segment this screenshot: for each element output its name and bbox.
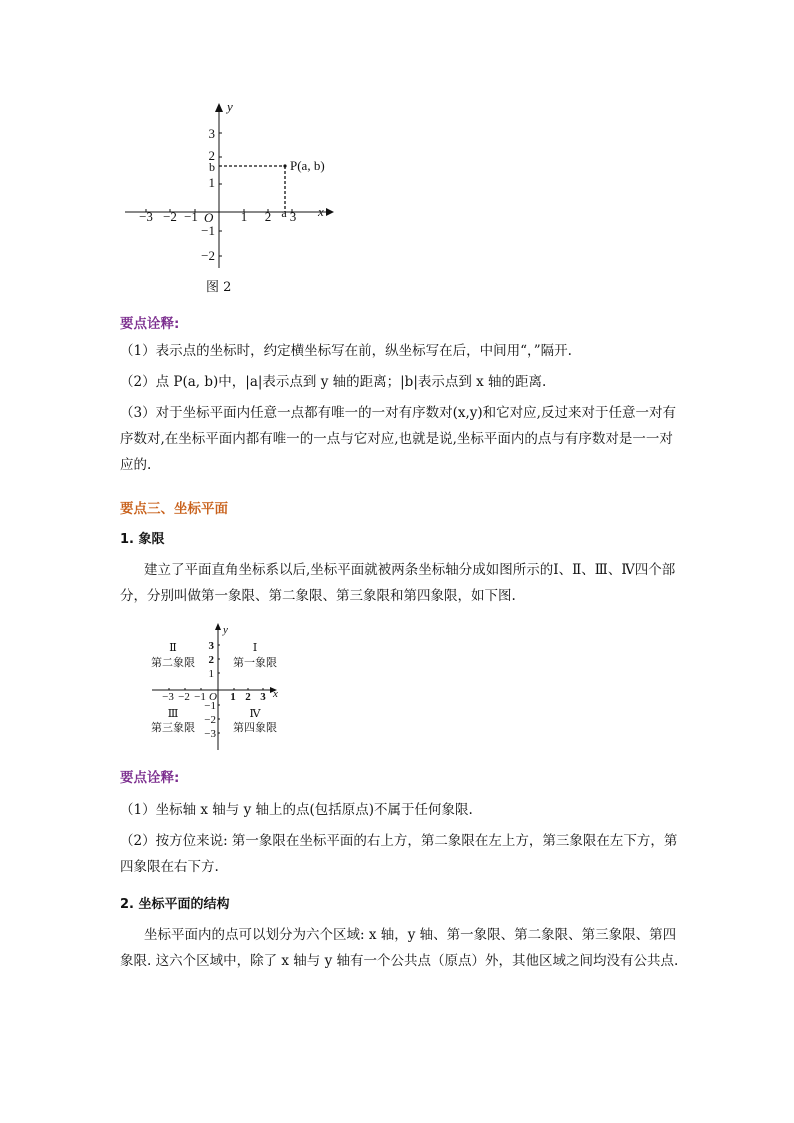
y-tick-label: 3 <box>208 126 215 141</box>
y-tick-label: −1 <box>201 223 215 238</box>
x-tick-label: 1 <box>240 209 248 224</box>
subsection-structure-heading: 2. 坐标平面的结构 <box>120 897 230 912</box>
point-p <box>283 164 286 167</box>
y-tick-label: 1 <box>208 175 215 190</box>
y-tick-label: 2 <box>208 148 215 163</box>
x-tick-label: −1 <box>194 691 206 703</box>
x-tick-label: −2 <box>163 209 177 224</box>
origin-label: O <box>204 210 214 225</box>
figure-1-svg <box>120 98 350 276</box>
x-axis-arrow-icon <box>326 208 334 216</box>
y-tick-label: 1 <box>208 668 214 680</box>
y-axis-label: y <box>227 99 233 114</box>
subsection-quadrants-heading: 1. 象限 <box>120 532 165 547</box>
y-tick-label: −1 <box>204 700 216 712</box>
quadrant-1-name: 第一象限 <box>233 657 277 669</box>
x-tick-label: 1 <box>230 691 236 703</box>
x-tick-label: 2 <box>245 691 251 703</box>
quadrant-3-numeral: Ⅲ <box>167 708 179 720</box>
a-label: a <box>281 206 287 220</box>
x-tick-label: −1 <box>184 209 198 224</box>
y-tick-label: −3 <box>204 728 216 740</box>
notes-1-item: （1）表示点的坐标时，约定横坐标写在前，纵坐标写在后，中间用“，”隔开. <box>120 343 572 359</box>
x-tick-label: 3 <box>260 691 266 703</box>
notes-1-heading: 要点诠释: <box>120 316 180 332</box>
x-tick-label: 3 <box>289 209 297 224</box>
notes-1-item: （3）对于坐标平面内任意一点都有唯一的一对有序数对(x,y)和它对应,反过来对于任意一对有序数对,在坐标平面内都有唯一的一点与它对应,也就是说,坐标平面内的点与有序数对是一一对应的. <box>120 405 676 473</box>
quadrant-2-name: 第二象限 <box>151 657 195 669</box>
origin-label: O <box>209 691 217 703</box>
section-3-heading: 要点三、坐标平面 <box>120 501 228 517</box>
quadrant-3-name: 第三象限 <box>151 722 195 734</box>
quadrant-2-numeral: Ⅱ <box>169 642 177 654</box>
notes-1-item: （2）点 P(a, b)中，|a|表示点到 y 轴的距离；|b|表示点到 x 轴的距离. <box>120 374 547 390</box>
quadrants-paragraph: 建立了平面直角坐标系以后,坐标平面就被两条坐标轴分成如图所示的Ⅰ、Ⅱ、Ⅲ、Ⅳ四个部分，分别叫做第一象限、第二象限、第三象限和第四象限，如下图. <box>120 562 676 604</box>
x-tick-label: 2 <box>264 209 272 224</box>
y-axis-arrow-icon <box>215 103 223 112</box>
x-tick-label: −2 <box>178 691 190 703</box>
quadrant-4-name: 第四象限 <box>233 722 277 734</box>
y-tick-label: 2 <box>208 654 214 666</box>
quadrants-figure <box>146 618 286 752</box>
y-tick-label: −2 <box>201 248 215 263</box>
y-tick-label: 3 <box>208 640 214 652</box>
figure-2-svg <box>146 618 286 752</box>
notes-2-item: （1）坐标轴 x 轴与 y 轴上的点(包括原点)不属于任何象限. <box>120 802 473 818</box>
y-axis-label: y <box>223 624 228 636</box>
y-axis-arrow-icon <box>215 623 221 630</box>
point-p-label: P(a, b) <box>290 158 325 173</box>
x-tick-label: −3 <box>139 209 153 224</box>
quadrant-4-numeral: Ⅳ <box>249 708 261 720</box>
figure-1-caption: 图 2 <box>206 280 232 295</box>
x-tick-label: −3 <box>162 691 174 703</box>
y-tick-label: −2 <box>204 714 216 726</box>
x-axis-label: x <box>318 204 324 219</box>
x-axis-label: x <box>273 688 278 700</box>
notes-2-item: （2）按方位来说: 第一象限在坐标平面的右上方，第二象限在左上方，第三象限在左下方，第四象限在右下方. <box>120 833 678 875</box>
structure-paragraph: 坐标平面内的点可以划分为六个区域: x 轴，y 轴、第一象限、第二象限、第三象限、第四象限. 这六个区域中，除了 x 轴与 y 轴有一个公共点（原点）外，其他区域之间均没有公共点. <box>120 927 679 969</box>
b-label: b <box>209 160 215 174</box>
quadrant-1-numeral: Ⅰ <box>252 642 258 654</box>
notes-2-heading: 要点诠释: <box>120 770 180 786</box>
coordinate-figure-1 <box>120 98 350 276</box>
